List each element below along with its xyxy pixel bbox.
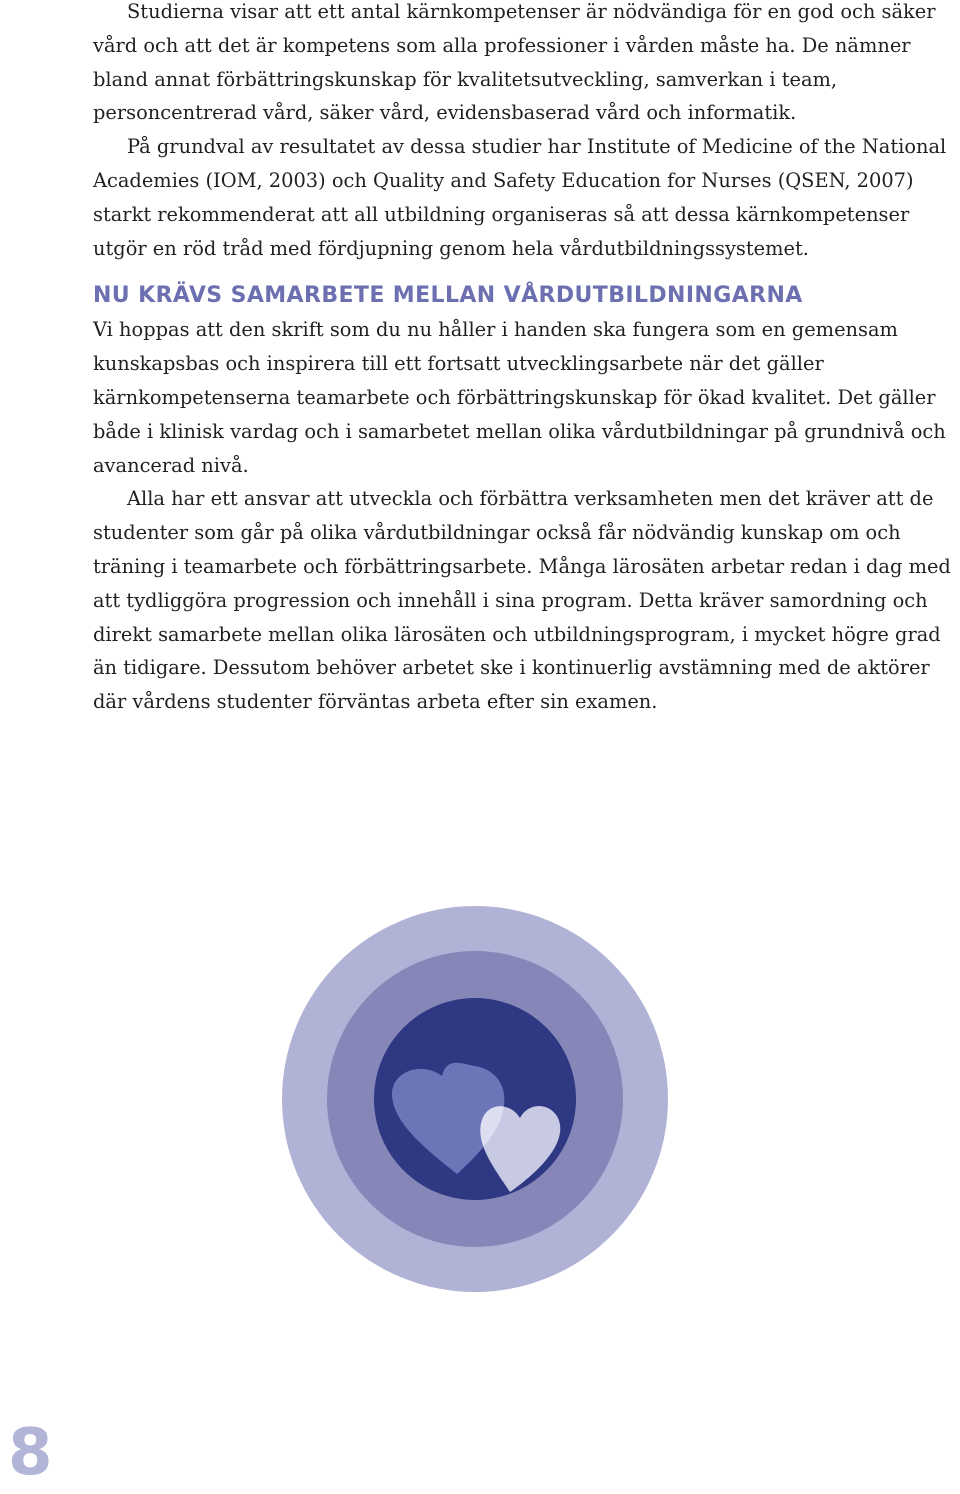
two-hearts-concentric-circles-icon <box>282 906 668 1292</box>
paragraph-iom-qsen: På grundval av resultatet av dessa studier har Institute of Medicine of the National Academies (IOM, 2003) och Quality and Safety Education for Nurses (QSEN, 2007) starkt rekommenderat att all utbildning organiseras så att dessa kärnkompetenser utgör en röd tråd med fördjupning genom hela vårdutbildningssystemet. <box>93 135 947 260</box>
hearts-illustration <box>282 906 668 1292</box>
paragraph-shared-knowledge: Vi hoppas att den skrift som du nu håller i handen ska fungera som en gemensam kunskapsbas och inspirera till ett fortsatt utvecklingsarbete när det gäller kärnkompetenserna teamarbete och förbättringskunskap för ökad kvalitet. Det gäller både i klinisk vardag och i samarbetet mellan olika vårdutbildningar på grundnivå och avancerad nivå. <box>93 318 946 477</box>
article-body <box>93 0 960 719</box>
page-number: 8 <box>8 1416 53 1490</box>
paragraph-core-competencies: Studierna visar att ett antal kärnkompetenser är nödvändiga för en god och säker vård och att det är kompetens som alla professioner i vården måste ha. De nämner bland annat förbättringskunskap för kvalitetsutveckling, samverkan i team, personcentrerad vård, säker vård, evidensbaserad vård och informatik. <box>93 0 936 125</box>
paragraph-responsibility: Alla har ett ansvar att utveckla och förbättra verksamheten men det kräver att de studenter som går på olika vårdutbildningar också får nödvändig kunskap om och träning i teamarbete och förbättringsarbete. Många lärosäten arbetar redan i dag med att tydliggöra progression och innehåll i sina program. Detta kräver samordning och direkt samarbete mellan olika lärosäten och utbildningsprogram, i mycket högre grad än tidigare. Dessutom behöver arbetet ske i kontinuerlig avstämning med de aktörer där vårdens studenter förväntas arbeta efter sin examen. <box>93 487 951 714</box>
section-heading: NU KRÄVS SAMARBETE MELLAN VÅRDUTBILDNINGARNA <box>93 283 803 309</box>
